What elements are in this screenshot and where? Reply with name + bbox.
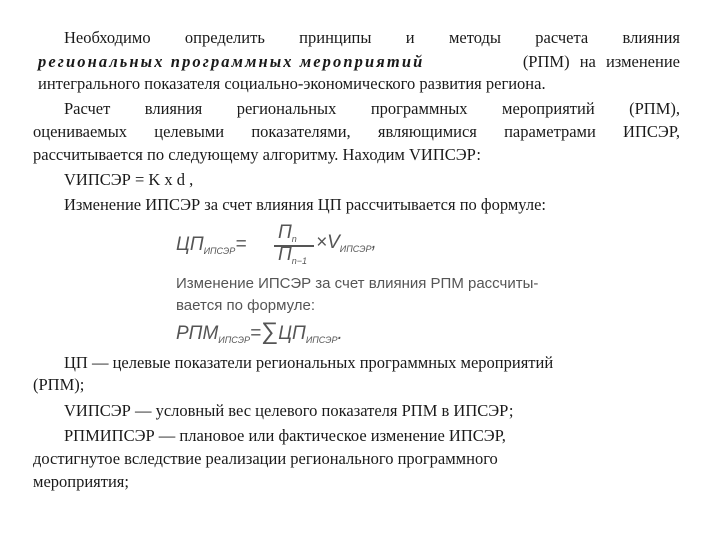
formula2: $РПМ_{ИПСЭР}=\sum ЦП_{ИПСЭР}$. (176, 318, 343, 345)
definition2: VИПСЭР — условный вес целевого показателя РПМ в ИПСЭР; (64, 401, 514, 420)
paragraph2-line1: Расчет влияния региональных программных мероприятий (РПМ), (64, 99, 680, 118)
formula-line: VИПСЭР = K x d , (64, 170, 194, 189)
formula1-lhs: $ЦП_{ИПСЭР}=$ (176, 234, 247, 256)
formula1-numerator: $П_n$ (278, 222, 297, 244)
formula1-denominator: $П_{n-1}$ (278, 244, 308, 266)
definition1-line1: ЦП — целевые показатели региональных программных мероприятий (64, 353, 554, 372)
paragraph2-line3: рассчитывается по следующему алгоритму. Находим VИПСЭР: (33, 145, 482, 164)
formula-image (170, 222, 570, 352)
paragraph2-line2: оцениваемых целевыми показателями, являющимися параметрами ИПСЭР, (33, 122, 680, 141)
definition1-line2: (РПМ); (33, 375, 85, 394)
definition3-line3: мероприятия; (33, 472, 129, 491)
paragraph1-line3: интегрального показателя социально-экономического развития региона. (38, 74, 546, 93)
paragraph1-bold-text: региональных программных мероприятий (38, 52, 425, 71)
change-intro: Изменение ИПСЭР за счет влияния ЦП рассчитывается по формуле: (64, 195, 546, 214)
image-text-line2: вается по формуле: (176, 297, 316, 314)
definition3-line1: РПМИПСЭР — плановое или фактическое изменение ИПСЭР, (64, 426, 506, 445)
sum-symbol: ∑ (261, 318, 279, 345)
paragraph1-line2 (38, 52, 680, 72)
definition3-line2: достигнутое вследствие реализации регионального программного (33, 449, 498, 468)
paragraph1-line1: Необходимо определить принципы и методы расчета влияния (64, 28, 680, 47)
paragraph1-line2-rest: (РПМ) на изменение (522, 52, 680, 71)
image-text-line1: Изменение ИПСЭР за счет влияния РПМ рассчиты- (176, 275, 539, 292)
formula1-multiplier: $\times V_{ИПСЭР}$, (316, 232, 377, 254)
